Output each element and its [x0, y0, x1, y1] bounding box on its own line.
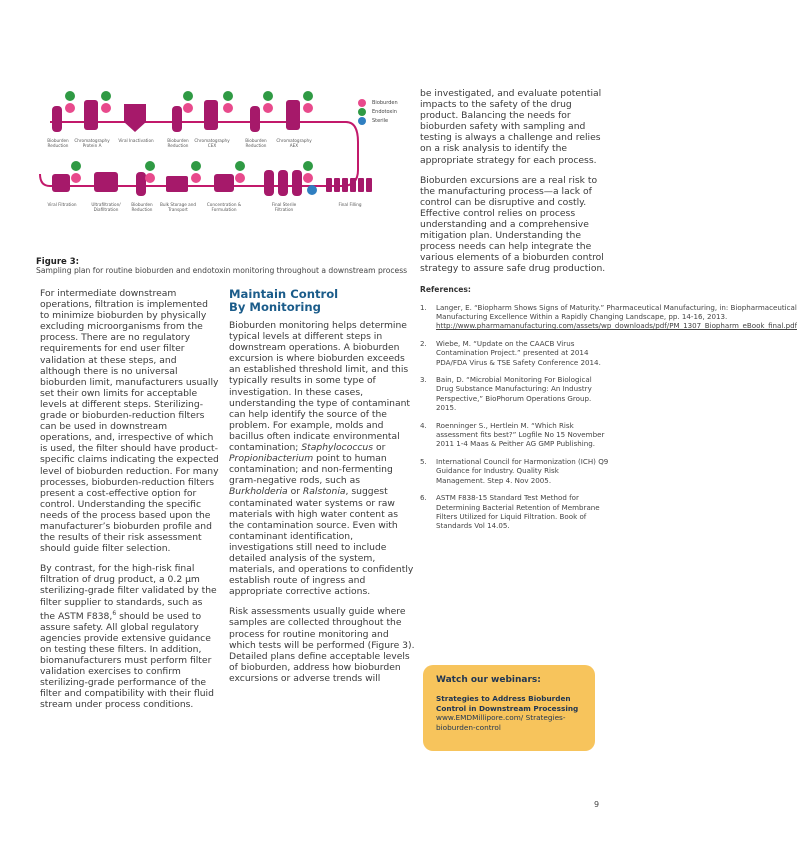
reference-link[interactable]: http://www.pharmamanufacturing.com/assets/wp_downloads/pdf/PM_1307_Biopharm_eBook_final.pdf	[436, 321, 797, 331]
reference-item: 5. International Council for Harmonization (ICH) Q9 Guidance for Industry. Quality Risk Management. Step 4. Nov 2005.	[420, 456, 609, 485]
paragraph: Risk assessments usually guide where samples are collected throughout the process for routine monitoring and which tests will be performed (Figure 3). Detailed plans define acceptable levels of bioburden, address how bioburden excursions or adverse trends will	[229, 606, 415, 684]
endotoxin-dot-icon	[358, 108, 366, 116]
figure-label: Final Filling	[338, 202, 362, 207]
figure-label: Ultrafiltration/ Diafiltration	[91, 202, 121, 212]
figure-label: Chromatography AEX	[276, 138, 312, 148]
figure-label: Bioburden Reduction	[131, 202, 153, 212]
figure-label: Bioburden Reduction	[47, 138, 69, 148]
section-heading: Maintain Control By Monitoring	[229, 287, 339, 314]
webinar-box	[423, 665, 595, 751]
figure-label: Concentration & Formulation	[206, 202, 242, 212]
paragraph: Bioburden monitoring helps determine typical levels at different steps in downstream operations. A bioburden excursion is where bioburden exceeds an established threshold limit, and this typically results in some type of investigation. In these cases, understanding the type of contaminant can help identify the source of the problem. For example, molds and bacillus often indicate environmental contamination; Staphylococcus or Propionibacterium point to human contamination; and non-fermenting gram-negative rods, such as Burkholderia or Ralstonia, suggest contaminated water systems or raw materials with high water content as the contamination source. Even with contaminant identification, investigations still need to include detailed analysis of the system, materials, and operations to confidently establish route of ingress and appropriate corrective actions.	[229, 320, 414, 598]
webinar-title: Strategies to Address Bioburden Control in Downstream Processing	[436, 694, 579, 713]
column-right	[420, 88, 797, 539]
figure-label: Final Sterile Filtration	[271, 202, 297, 212]
column-middle	[229, 288, 416, 693]
column-left	[40, 288, 220, 720]
legend-item: Sterile	[358, 116, 398, 125]
figure-label: Chromatography Protein A	[74, 138, 110, 148]
sterile-dot-icon	[358, 117, 366, 125]
paragraph: be investigated, and evaluate potential impacts to the safety of the drug product. Balancing the needs for bioburden safety with sampling and testing is always a challenge and relies on a risk analysis to identify the appropriate strategy for each process.	[420, 88, 602, 166]
webinar-heading: Watch our webinars:	[436, 675, 541, 685]
reference-item: 3. Bain, D. “Microbial Monitoring For Biological Drug Substance Manufacturing: An Industry Perspective,” BioPhorum Operations Group. 2015.	[420, 375, 592, 413]
reference-item: 6. ASTM F838-15 Standard Test Method for Determining Bacterial Retention of Membrane Filters Utilized for Liquid Filtration. Book of Standards Vol 14.05.	[420, 493, 600, 531]
bioburden-dot-icon	[358, 99, 366, 107]
references-title: References:	[420, 284, 471, 294]
figure-label: Bulk Storage and Transport	[159, 202, 197, 212]
reference-item: 4. Roenninger S., Hertlein M. “Which Risk assessment fits best?” Logfile No 15 November 2011 1-4 Maas & Peither AG GMP Publishing.	[420, 420, 605, 449]
process-figure	[36, 82, 412, 252]
figure-label: Viral Inactivation	[118, 138, 154, 143]
figure-caption-title: Figure 3:	[36, 257, 80, 267]
process-diagram	[36, 82, 412, 252]
page-number: 9	[594, 800, 600, 809]
legend-item: Endotoxin	[358, 107, 398, 116]
legend-item: Bioburden	[358, 98, 398, 107]
webinar-link[interactable]: www.EMDMillipore.com/ Strategies-bioburden-control	[436, 713, 566, 732]
paragraph: By contrast, for the high-risk final filtration of drug product, a 0.2 µm sterilizing-grade filter validated by the filter supplier to standards, such as the ASTM F838,$^6$ should be used to assure safety. All global regulatory agencies provide extensive guidance on testing these filters. In addition, biomanufacturers must perform filter validation exercises to confirm sterilizing-grade performance of the filter and compatibility with their fluid stream under process conditions.	[40, 563, 217, 711]
figure-label: Bioburden Reduction	[245, 138, 267, 148]
figure-label: Bioburden Reduction	[167, 138, 189, 148]
figure-legend	[358, 98, 398, 125]
paragraph: For intermediate downstream operations, filtration is implemented to minimize bioburden by physically excluding microorganisms from the process. There are no regulatory requirements for end user filter validation at these steps, and although there is no universal bioburden limit, manufacturers usually set their own limits for acceptable levels at different steps. Sterilizing-grade or bioburden-reduction filters can be used in downstream operations, and, irrespective of which is used, the filter should have product-specific claims indicating the expected level of bioburden reduction. For many processes, bioburden-reduction filters present a cost-effective option for control. Understanding the specific needs of the process based upon the manufacturer’s bioburden profile and the results of their risk assessment should guide filter selection.	[40, 288, 219, 555]
figure-caption: Sampling plan for routine bioburden and endotoxin monitoring throughout a downstream process	[36, 266, 408, 275]
figure-label: Viral Filtration	[47, 202, 77, 207]
reference-item: 2. Wiebe, M. “Update on the CAACB Virus Contamination Project.” presented at 2014 PDA/FDA Virus & TSE Safety Conference 2014.	[420, 338, 601, 367]
reference-item: 1. Langer, E. “Biopharm Shows Signs of Maturity.” Pharmaceutical Manufacturing, in: Biopharmaceutical Manufacturing Excellence Within a Rapidly Changing Landscape, pp. 14-16, 2013. http://www.pharmamanufacturing.com/assets/wp_downloads/pdf/PM_1307_Biopharm_eBook_final.pdf	[420, 302, 797, 331]
figure-label: Chromatography CEX	[194, 138, 230, 148]
paragraph: Bioburden excursions are a real risk to the manufacturing process—a lack of control can be disruptive and costly. Effective control relies on process understanding and a comprehensive mitigation plan. Understanding the process needs can help integrate the various elements of a bioburden control strategy to assure safe drug production.	[420, 174, 606, 275]
